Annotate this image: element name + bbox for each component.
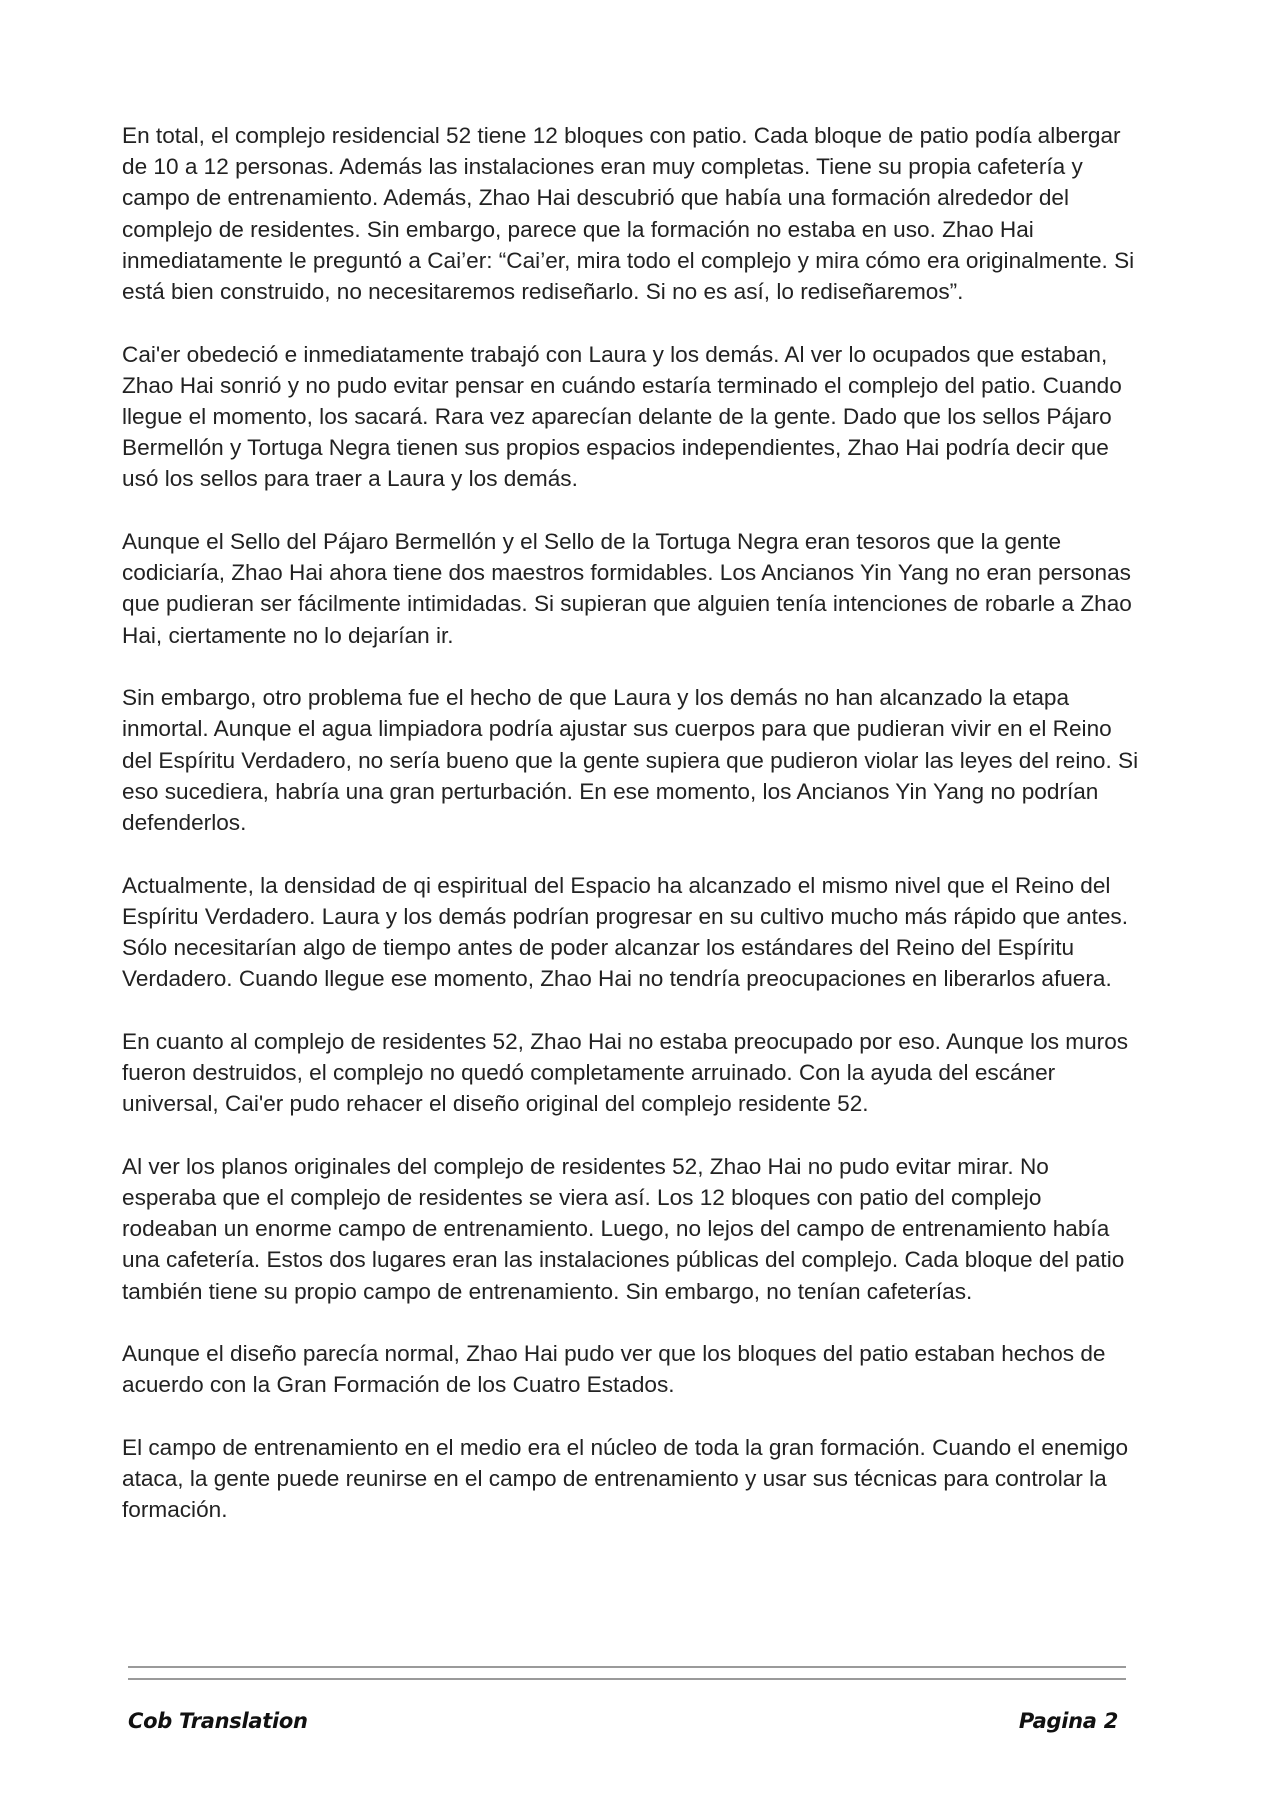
paragraph: En cuanto al complejo de residentes 52, Zhao Hai no estaba preocupado por eso. Aunque los muros fueron destruidos, el complejo no quedó completamente arruinado. Con la ayuda del escáner universal, Cai'er pudo rehacer el diseño original del complejo residente 52. [122,1028,1129,1117]
paragraph: Al ver los planos originales del complejo de residentes 52, Zhao Hai no pudo evitar mirar. No esperaba que el complejo de residentes se viera así. Los 12 bloques con patio del complejo rodeaban un enorme campo de entrenamiento. Luego, no lejos del campo de entrenamiento había una cafetería. Estos dos lugares eran las instalaciones públicas del complejo. Cada bloque del patio también tiene su propio campo de entrenamiento. Sin embargo, no tenían cafeterías. [122,1153,1125,1304]
paragraph: Cai'er obedeció e inmediatamente trabajó con Laura y los demás. Al ver lo ocupados que estaban, Zhao Hai sonrió y no pudo evitar pensar en cuándo estaría terminado el complejo del patio. Cuando llegue el momento, los sacará. Rara vez aparecían delante de la gente. Dado que los sellos Pájaro Bermellón y Tortuga Negra tienen sus propios espacios independientes, Zhao Hai podría decir que usó los sellos para traer a Laura y los demás. [122,341,1122,492]
paragraph: Aunque el Sello del Pájaro Bermellón y el Sello de la Tortuga Negra eran tesoros que la gente codiciaría, Zhao Hai ahora tiene dos maestros formidables. Los Ancianos Yin Yang no eran personas que pudieran ser fácilmente intimidadas. Si supieran que alguien tenía intenciones de robarle a Zhao Hai, ciertamente no lo dejarían ir. [122,529,1132,648]
paragraph: Actualmente, la densidad de qi espiritual del Espacio ha alcanzado el mismo nivel que el Reino del Espíritu Verdadero. Laura y los demás podrían progresar en su cultivo mucho más rápido que antes. Sólo necesitarían algo de tiempo antes de poder alcanzar los estándares del Reino del Espíritu Verdadero. Cuando llegue ese momento, Zhao Hai no tendría preocupaciones en liberarlos afuera. [122,872,1128,992]
paragraph: Sin embargo, otro problema fue el hecho de que Laura y los demás no han alcanzado la etapa inmortal. Aunque el agua limpiadora podría ajustar sus cuerpos para que pudieran vivir en el Reino del Espíritu Verdadero, no sería bueno que la gente supiera que pudieron violar las leyes del reino. Si eso sucediera, habría una gran perturbación. En ese momento, los Ancianos Yin Yang no podrían defenderlos. [122,685,1139,836]
document-body [122,120,1142,1557]
footer-page-number: Pagina 2 [1018,1709,1118,1733]
paragraph: En total, el complejo residencial 52 tiene 12 bloques con patio. Cada bloque de patio podía albergar de 10 a 12 personas. Además las instalaciones eran muy completas. Tiene su propia cafetería y campo de entrenamiento. Además, Zhao Hai descubrió que había una formación alrededor del complejo de residentes. Sin embargo, parece que la formación no estaba en uso. Zhao Hai inmediatamente le preguntó a Cai’er: “Cai’er, mira todo el complejo y mira cómo era originalmente. Si está bien construido, no necesitaremos rediseñarlo. Si no es así, lo rediseñaremos”. [122,123,1135,305]
footer-divider-bottom [128,1678,1126,1680]
footer-publisher: Cob Translation [128,1709,308,1733]
footer-divider-top [128,1666,1126,1668]
paragraph: El campo de entrenamiento en el medio era el núcleo de toda la gran formación. Cuando el enemigo ataca, la gente puede reunirse en el campo de entrenamiento y usar sus técnicas para controlar la formación. [122,1435,1129,1523]
paragraph: Aunque el diseño parecía normal, Zhao Hai pudo ver que los bloques del patio estaban hechos de acuerdo con la Gran Formación de los Cuatro Estados. [122,1341,1106,1398]
